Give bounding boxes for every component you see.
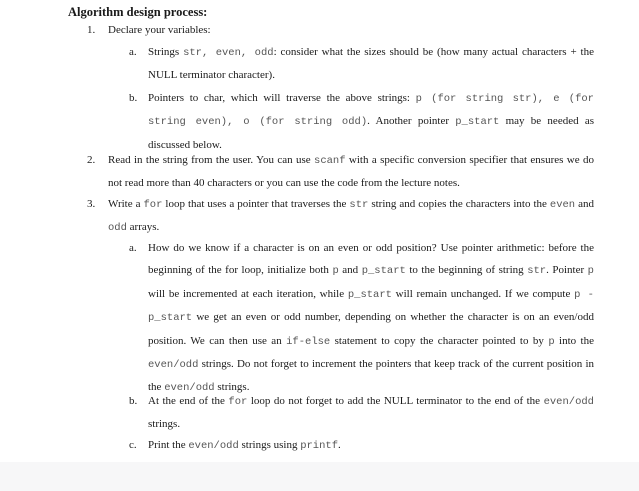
- step-1a-text: Strings str, even, odd: consider what the sizes should be (how many actual characters + the NULL terminator character).: [148, 46, 594, 82]
- step-3a-text: How do we know if a character is on an even or odd position? Use pointer arithmetic: before the beginning of the for loop, initialize both p and p_start to the beginning of string str. Pointer p will be incremented at each iteration, while p_start will remain unchanged. If we compute p - p_start we get an even or odd number, depending on whether the character is on an even/odd position. We can then use an if-else statement to copy the character pointed to by p into the even/odd strings. Do not forget to increment the pointers that keep track of the current position in the even/odd strings.: [148, 242, 594, 395]
- step-2-text: Read in the string from the user. You can use scanf with a specific conversion specifier that ensures we do not read more than 40 characters or you can use the code from the lecture notes.: [108, 154, 594, 190]
- step-1b-marker: b.: [129, 92, 138, 104]
- step-3-text: Write a for loop that uses a pointer that traverses the str string and copies the characters into the even and odd arrays.: [108, 198, 595, 235]
- step-3c-text: Print the even/odd strings using printf.: [148, 439, 341, 452]
- page-bottom-band: [0, 462, 639, 491]
- step-1-marker: 1.: [87, 24, 96, 36]
- step-3c-marker: c.: [129, 439, 137, 451]
- step-3a-marker: a.: [129, 242, 137, 254]
- page-title: Algorithm design process:: [68, 5, 208, 19]
- step-3b-marker: b.: [129, 395, 138, 407]
- step-3-marker: 3.: [87, 198, 96, 210]
- step-1-text: Declare your variables:: [108, 24, 211, 36]
- step-2-marker: 2.: [87, 154, 96, 166]
- step-3b-text: At the end of the for loop do not forget to add the NULL terminator to the end of the even/odd strings.: [148, 395, 594, 431]
- step-1a-marker: a.: [129, 46, 137, 58]
- step-1b-text: Pointers to char, which will traverse the above strings: p (for string str), e (for string even), o (for string odd). Another pointer p_start may be needed as discussed below.: [148, 92, 594, 151]
